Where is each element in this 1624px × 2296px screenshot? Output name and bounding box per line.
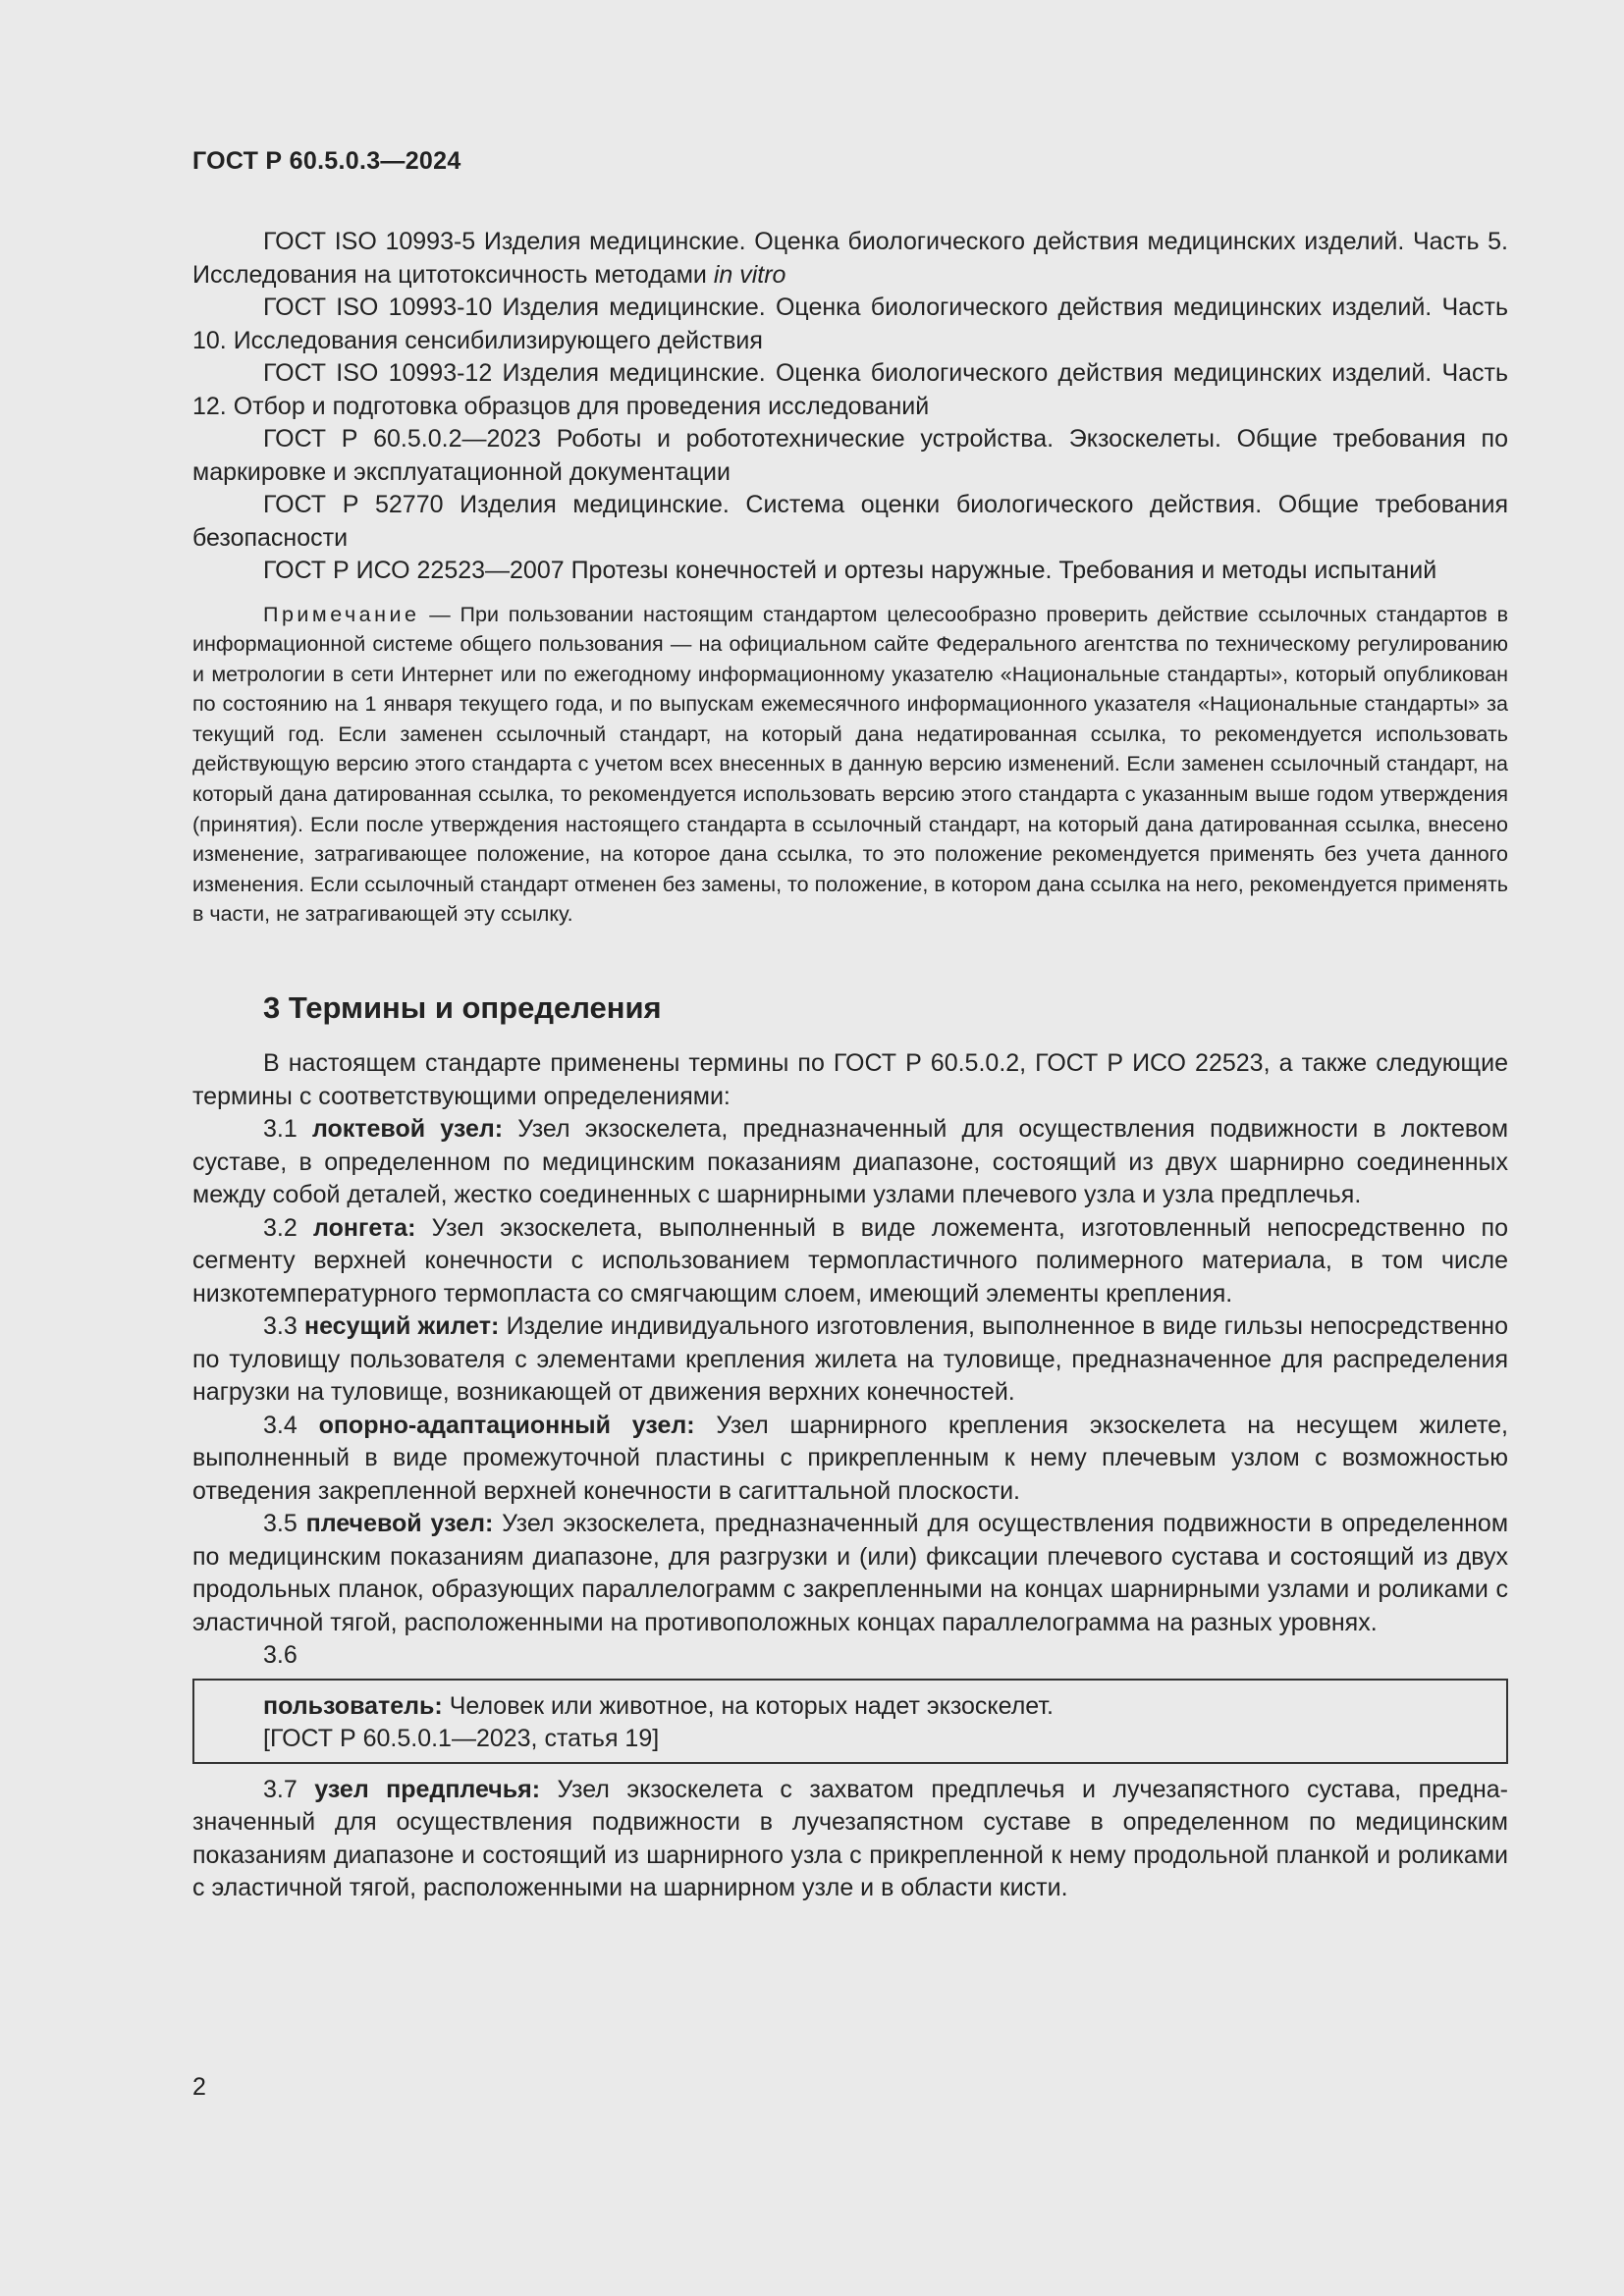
note-text: При пользовании настоящим стандартом целесообразно проверить действие ссылочных стандартов в информационной системе общего пользования — на официальном сайте Федерального агентства по техническому регулированию и метрологии в сети Интернет или по ежегодному информационному указателю «Национальные стандарты», который опубликован по состоянию на 1 января текущего года, и по выпускам ежемесячного информационного указателя «Национальные стандарты» за текущий год. Если заменен ссылочный стандарт, на который дана недатированная ссылка, то рекомендуется использовать действующую версию этого стандарта с учетом всех внесенных в данную версию изменений. Если заменен ссылочный стандарт, на который дана датированная ссылка, то рекомендуется использовать версию этого стандарта с указанным выше годом утверждения (принятия). Если после утверждения настоящего стандарта в ссылочный стандарт, на который дана датированная ссылка, внесено изменение, затрагивающее положение, на которое дана ссылка, то это положение рекомендуется применять без учета данного изменения. Если ссылочный стандарт отменен без замены, то положение, в котором дана ссылка на него, рекомендуется применять в части, не затрагивающей эту ссылку. xyxy=(192,602,1508,927)
term-def: Узел экзоскелета, выполненный в виде ложемента, изготовленный непосредственно по сегменту верхней конечности с использованием термопластичного полимерного материала, в том числе низкотемпературного термопласта со смягчающим слоем, имеющий элементы крепления. xyxy=(192,1213,1508,1308)
term-name: плечевой узел: xyxy=(305,1510,494,1538)
term-definition xyxy=(192,1508,1508,1639)
borrowed-term-line xyxy=(263,1690,1490,1724)
reference-item: ГОСТ Р 60.5.0.2—2023 Роботы и робототехнические устройства. Экзоскелеты. Общие требования по маркировке и эксплуатационной документации xyxy=(192,425,1508,486)
borrowed-term-box xyxy=(192,1679,1508,1764)
term-name: пользователь: xyxy=(263,1691,443,1720)
term-name: узел предплечья: xyxy=(314,1775,541,1803)
term-def: Человек или животное, на которых надет экзоскелет. xyxy=(449,1691,1054,1720)
term-number: 3.4 xyxy=(263,1411,298,1439)
term-name: опорно-адаптационный узел: xyxy=(318,1411,695,1439)
document-header: ГОСТ Р 60.5.0.3—2024 xyxy=(192,147,461,175)
note-label: Примечание xyxy=(263,602,420,626)
reference-item: ГОСТ Р 52770 Изделия медицинские. Система оценки биологического действия. Общие требования безопасности xyxy=(192,491,1508,552)
reference-text: ГОСТ ISO 10993-5 Изделия медицинские. Оценка биологического действия медицинских изделий. Часть 5. Исследования на цитотоксичность методами xyxy=(192,228,1508,289)
reference-item: ГОСТ ISO 10993-10 Изделия медицинские. Оценка биологического действия медицинских изделий. Часть 10. Исследования сенсибилизирующего действия xyxy=(192,294,1508,354)
section-intro: В настоящем стандарте применены термины по ГОСТ Р 60.5.0.2, ГОСТ Р ИСО 22523, а также следующие термины с соответствующими определениями: xyxy=(192,1049,1508,1110)
term-definition xyxy=(192,1212,1508,1311)
term-def: Узел экзоскелета с захватом предплечья и лучезапястного сустава, предназначенный для осуществления подвижности в лучезапястном суставе в определенном по медицинским показаниям диапазоне и состоящий из шарнирного узла с прикрепленной к нему продольной планкой и роликами с эластичной тягой, расположенными на шарнирном узле и в области кисти. xyxy=(192,1775,1508,1902)
term-def: Узел шарнирного крепления экзоскелета на несущем жилете, выполненный в виде промежуточной пластины с прикрепленным к нему плечевым узлом с возможностью отведения закрепленной верхней конечности в сагиттальной плоскости. xyxy=(192,1411,1508,1505)
term-definition xyxy=(192,1113,1508,1212)
term-definition xyxy=(192,1310,1508,1410)
note-paragraph xyxy=(192,600,1508,931)
term-def: Узел экзоскелета, предназначенный для осуществления подвижности в определенном по медицинским показаниям диапазоне, для разгрузки и (или) фиксации плечевого сустава и состоящий из двух продольных планок, образующих параллелограмм с закрепленными на концах шарнирными узлами и роликами с эластичной тягой, расположенными на противоположных концах параллелограмма на разных уровнях. xyxy=(192,1510,1509,1636)
term-definition xyxy=(192,1774,1508,1905)
term-name: локтевой узел: xyxy=(311,1115,504,1144)
term-number: 3.2 xyxy=(263,1213,298,1242)
term-number: 3.7 xyxy=(263,1775,298,1803)
reference-italic: in vitro xyxy=(713,260,786,289)
reference-item: ГОСТ ISO 10993-12 Изделия медицинские. Оценка биологического действия медицинских изделий. Часть 12. Отбор и подготовка образцов для проведения исследований xyxy=(192,359,1508,420)
term-number: 3.3 xyxy=(263,1312,298,1341)
term-source: [ГОСТ Р 60.5.0.1—2023, статья 19] xyxy=(263,1725,660,1753)
term-number: 3.6 xyxy=(263,1641,298,1670)
page-number: 2 xyxy=(192,2073,206,2101)
reference-item xyxy=(192,226,1508,292)
term-name: несущий жилет: xyxy=(304,1312,500,1341)
term-number: 3.1 xyxy=(263,1115,298,1144)
term-def: Изделие индивидуального изготовления, выполненное в виде гильзы непосредственно по туловищу пользователя с элементами крепления жилета на туловище, предназначенное для распределения нагрузки на туловище, возникающей от движения верхних конечностей. xyxy=(192,1312,1509,1407)
reference-item: ГОСТ Р ИСО 22523—2007 Протезы конечностей и ортезы наружные. Требования и методы испытаний xyxy=(263,557,1437,584)
term-name: лонгета: xyxy=(313,1213,416,1242)
section-title: 3 Термины и определения xyxy=(263,990,662,1026)
term-number: 3.5 xyxy=(263,1510,298,1538)
term-definition xyxy=(192,1410,1508,1509)
term-def: Узел экзоскелета, предназначенный для осуществления подвижности в локтевом суставе, в определенном по медицинским показаниям диапазоне, состоящий из двух шарнирно соединенных между собой деталей, жестко соединенных с шарнирными узлами плечевого узла и узла предплечья. xyxy=(192,1115,1509,1209)
document-body xyxy=(192,226,1508,1905)
note-dash: — xyxy=(419,602,460,626)
